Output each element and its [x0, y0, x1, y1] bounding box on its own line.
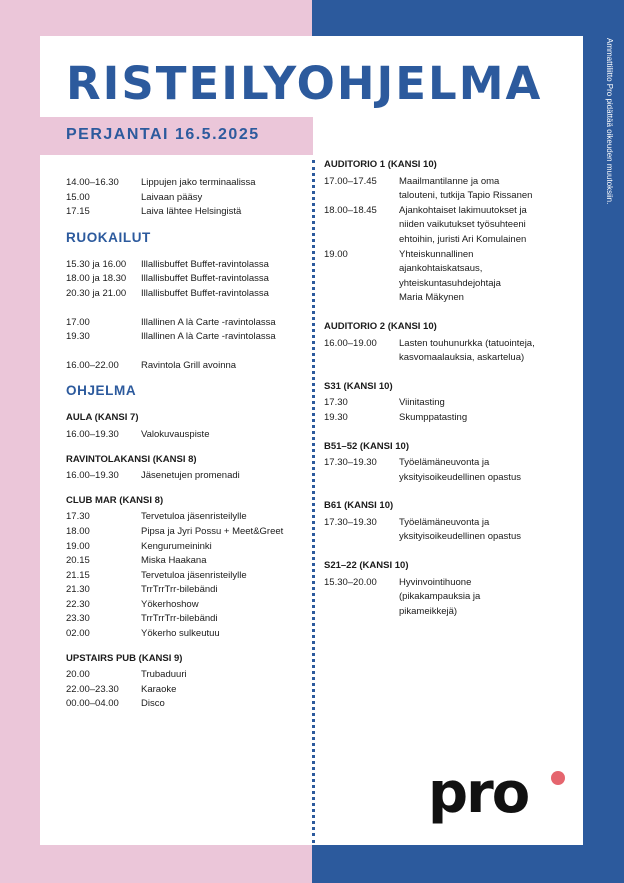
- schedule-row: [66, 191, 310, 206]
- row-time: 18.00: [66, 525, 90, 537]
- row-description-line: Viinitasting: [399, 397, 445, 409]
- schedule-row: [324, 337, 574, 366]
- row-time: 20.15: [66, 555, 90, 567]
- row-description-line: Skumppatasting: [399, 411, 468, 423]
- row-description: Ravintola Grill avoinna: [141, 359, 237, 371]
- row-time: 17.15: [66, 206, 90, 218]
- row-description: Disco: [141, 698, 165, 710]
- row-description-line: Hyvinvointihuone: [399, 576, 472, 588]
- row-time: 16.00–19.00: [324, 337, 377, 349]
- schedule-row: [66, 612, 310, 627]
- venue-upstairs: [66, 652, 310, 712]
- venue-heading: B61 (KANSI 10): [324, 500, 394, 512]
- row-description: Illallisbuffet Buffet-ravintolassa: [141, 258, 269, 270]
- schedule-row: [66, 683, 310, 698]
- row-description-line: yksityisoikeudellinen opastus: [399, 471, 521, 483]
- alacarte-group: [66, 316, 310, 345]
- left-column: [66, 176, 310, 722]
- schedule-row: [66, 510, 310, 525]
- row-description: Yökerho sulkeutuu: [141, 628, 220, 640]
- row-description: Valokuvauspiste: [141, 428, 210, 440]
- row-description-line: ajankohtaiskatsaus,: [399, 263, 483, 275]
- venue-items: [66, 668, 310, 712]
- schedule-row: [66, 583, 310, 598]
- row-description: [399, 516, 574, 545]
- date-band: [40, 117, 313, 155]
- schedule-row: [324, 204, 574, 248]
- schedule-row: [66, 287, 310, 302]
- schedule-row: [324, 175, 574, 204]
- row-description: Illallisbuffet Buffet-ravintolassa: [141, 287, 269, 299]
- row-time: 21.15: [66, 569, 90, 581]
- row-description: Illallisbuffet Buffet-ravintolassa: [141, 273, 269, 285]
- schedule-row: [66, 627, 310, 642]
- venue-b5152: [324, 440, 574, 486]
- row-time: 15.00: [66, 191, 90, 203]
- row-description-line: Työelämäneuvonta ja: [399, 457, 490, 469]
- row-time: 02.00: [66, 628, 90, 640]
- row-time: 15.30 ja 16.00: [66, 258, 127, 270]
- schedule-row: [66, 668, 310, 683]
- row-description: Yökerhoshow: [141, 598, 199, 610]
- row-description-line: Työelämäneuvonta ja: [399, 516, 490, 528]
- row-time: 21.30: [66, 584, 90, 596]
- venue-auditorio2: [324, 320, 574, 366]
- row-time: 17.00: [66, 316, 90, 328]
- side-note: Ammattiliitto Pro pidättää oikeuden muutoksiin.: [605, 38, 614, 205]
- schedule-row: [66, 697, 310, 712]
- row-description-line: ehtoihin, juristi Ari Komulainen: [399, 233, 527, 245]
- schedule-row: [66, 428, 310, 443]
- row-description: Illallinen A là Carte -ravintolassa: [141, 331, 276, 343]
- venue-aula: [66, 411, 310, 442]
- row-description: Laivaan pääsy: [141, 191, 203, 203]
- venue-items: [324, 337, 574, 366]
- schedule-row: [66, 525, 310, 540]
- row-description-line: Lasten touhunurkka (tatuointeja,: [399, 337, 535, 349]
- schedule-row: [324, 516, 574, 545]
- row-description-line: (pikakampauksia ja: [399, 591, 481, 603]
- schedule-row: [324, 456, 574, 485]
- schedule-row: [66, 272, 310, 287]
- row-description: Lippujen jako terminaalissa: [141, 177, 256, 188]
- venue-items: [324, 576, 574, 620]
- logo-dot: [551, 771, 565, 785]
- row-description: [399, 337, 574, 366]
- schedule-row: [324, 411, 574, 426]
- venue-items: [324, 175, 574, 306]
- row-time: 23.30: [66, 613, 90, 625]
- buffet-group: [66, 258, 310, 302]
- row-description: [399, 576, 574, 620]
- venue-heading: RAVINTOLAKANSI (KANSI 8): [66, 453, 197, 465]
- schedule-row: [66, 554, 310, 569]
- row-time: 20.00: [66, 669, 90, 681]
- row-description: Illallinen A là Carte -ravintolassa: [141, 316, 276, 328]
- schedule-row: [66, 205, 310, 220]
- row-description-line: pikameikkejä): [399, 605, 458, 617]
- row-description-line: yksityisoikeudellinen opastus: [399, 531, 521, 543]
- venue-auditorio1: [324, 158, 574, 306]
- row-description-line: Maailmantilanne ja oma: [399, 175, 500, 187]
- row-time: 16.00–19.30: [66, 470, 119, 482]
- row-description-line: talouteni, tutkija Tapio Rissanen: [399, 190, 533, 202]
- schedule-row: [66, 258, 310, 273]
- venue-clubmar: [66, 494, 310, 642]
- right-column: [324, 158, 574, 629]
- schedule-row: [66, 540, 310, 555]
- row-description: Jäsenetujen promenadi: [141, 470, 240, 482]
- column-divider: [312, 160, 315, 843]
- row-time: 22.30: [66, 598, 90, 610]
- schedule-row: [66, 330, 310, 345]
- row-time: 18.00 ja 18.30: [66, 273, 127, 285]
- row-description: [399, 204, 574, 248]
- row-time: 19.30: [66, 331, 90, 343]
- row-description-line: yhteiskuntasuhdejohtaja: [399, 277, 501, 289]
- section-title-ohjelma: OHJELMA: [66, 383, 137, 399]
- row-description: Miska Haakana: [141, 555, 207, 567]
- row-time: 15.30–20.00: [324, 576, 377, 588]
- pro-logo: [428, 768, 568, 832]
- venue-s31: [324, 380, 574, 426]
- row-description-line: Yhteiskunnallinen: [399, 248, 474, 260]
- venue-b61: [324, 499, 574, 545]
- venue-items: [324, 396, 574, 425]
- schedule-row: [66, 598, 310, 613]
- row-description: Tervetuloa jäsenristeilylle: [141, 511, 247, 523]
- row-description: Trubaduuri: [141, 669, 187, 681]
- schedule-row: [66, 176, 310, 191]
- schedule-row: [66, 469, 310, 484]
- row-description: Karaoke: [141, 683, 177, 695]
- row-description: [399, 175, 574, 204]
- row-description: [399, 396, 574, 411]
- row-time: 16.00–22.00: [66, 359, 119, 371]
- venue-s2122: [324, 559, 574, 619]
- venue-items: [66, 469, 310, 484]
- venue-heading: UPSTAIRS PUB (KANSI 9): [66, 652, 183, 664]
- grill-group: [66, 359, 310, 374]
- row-description: [399, 456, 574, 485]
- row-time: 16.00–19.30: [66, 428, 119, 440]
- section-title-ruokailut: RUOKAILUT: [66, 229, 151, 245]
- venue-ravintolakansi: [66, 453, 310, 484]
- row-description-line: Ajankohtaiset lakimuutokset ja: [399, 204, 527, 216]
- row-description: [399, 248, 574, 306]
- schedule-row: [66, 569, 310, 584]
- row-time: 17.30–19.30: [324, 516, 377, 528]
- row-description: Laiva lähtee Helsingistä: [141, 206, 242, 218]
- row-description: TrrTrrTrr-bilebändi: [141, 613, 218, 625]
- row-time: 00.00–04.00: [66, 698, 119, 710]
- row-description-line: kasvomaalauksia, askartelua): [399, 352, 525, 364]
- intro-group: [66, 176, 310, 220]
- row-description: [399, 411, 574, 426]
- row-time: 20.30 ja 21.00: [66, 287, 127, 299]
- row-time: 19.00: [66, 540, 90, 552]
- schedule-row: [66, 359, 310, 374]
- row-time: 17.30: [324, 397, 348, 409]
- venue-heading: CLUB MAR (KANSI 8): [66, 494, 164, 506]
- venue-heading: B51–52 (KANSI 10): [324, 440, 410, 452]
- row-time: 17.30: [66, 511, 90, 523]
- row-time: 14.00–16.30: [66, 177, 119, 188]
- row-description-line: niiden vaikutukset työsuhteeni: [399, 219, 526, 231]
- venue-heading: AULA (KANSI 7): [66, 412, 139, 424]
- date-label: PERJANTAI 16.5.2025: [66, 126, 260, 143]
- row-description: Tervetuloa jäsenristeilylle: [141, 569, 247, 581]
- schedule-row: [324, 396, 574, 411]
- row-description: TrrTrrTrr-bilebändi: [141, 584, 218, 596]
- row-description: Kengurumeininki: [141, 540, 212, 552]
- venue-heading: AUDITORIO 2 (KANSI 10): [324, 320, 437, 332]
- row-description: Pipsa ja Jyri Possu + Meet&Greet: [141, 525, 284, 537]
- page-title: RISTEILYOHJELMA: [66, 57, 543, 110]
- schedule-row: [324, 576, 574, 620]
- logo-text: pro: [428, 768, 529, 826]
- venue-items: [66, 428, 310, 443]
- venue-items: [324, 456, 574, 485]
- venue-heading: S31 (KANSI 10): [324, 380, 393, 392]
- venue-items: [324, 516, 574, 545]
- row-time: 19.30: [324, 411, 348, 423]
- venue-heading: AUDITORIO 1 (KANSI 10): [324, 159, 437, 170]
- venue-items: [66, 510, 310, 641]
- row-time: 18.00–18.45: [324, 204, 377, 216]
- row-time: 17.30–19.30: [324, 457, 377, 469]
- row-time: 17.00–17.45: [324, 175, 377, 187]
- row-description-line: Maria Mäkynen: [399, 292, 464, 304]
- schedule-row: [66, 316, 310, 331]
- row-time: 22.00–23.30: [66, 683, 119, 695]
- row-time: 19.00: [324, 248, 348, 260]
- schedule-row: [324, 248, 574, 306]
- venue-heading: S21–22 (KANSI 10): [324, 560, 409, 572]
